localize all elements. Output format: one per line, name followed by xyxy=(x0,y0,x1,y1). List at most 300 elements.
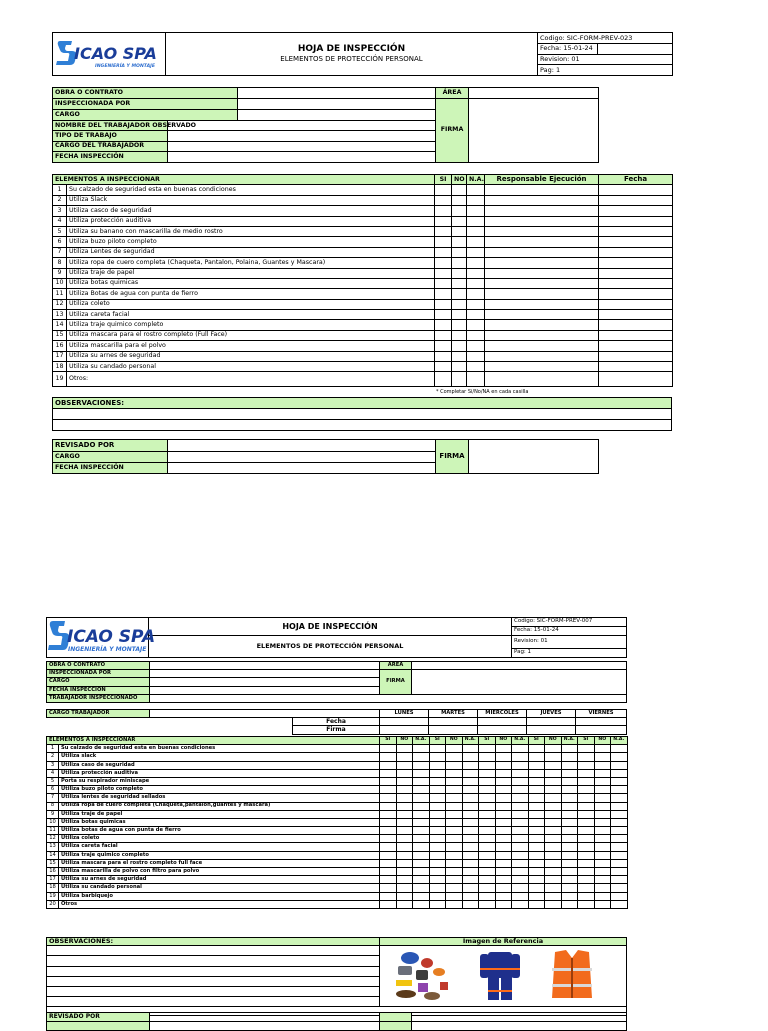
check-cell[interactable] xyxy=(429,900,446,908)
cargo-trab-field[interactable] xyxy=(168,141,436,151)
check-cell[interactable] xyxy=(462,900,479,908)
check-cell[interactable] xyxy=(413,794,430,802)
check-cell[interactable] xyxy=(594,802,611,810)
check-cell[interactable] xyxy=(380,769,397,777)
check-cell[interactable] xyxy=(594,892,611,900)
check-cell[interactable] xyxy=(611,900,628,908)
check-na[interactable] xyxy=(467,351,485,361)
check-cell[interactable] xyxy=(462,818,479,826)
check-cell[interactable] xyxy=(594,777,611,785)
check-cell[interactable] xyxy=(594,745,611,753)
check-cell[interactable] xyxy=(429,851,446,859)
obs2-line-2[interactable] xyxy=(47,956,380,966)
check-no[interactable] xyxy=(452,258,467,268)
obs2-line-3[interactable] xyxy=(47,966,380,976)
check-cell[interactable] xyxy=(380,859,397,867)
responsable-cell[interactable] xyxy=(485,299,599,309)
cargo-field[interactable] xyxy=(238,110,436,121)
check-cell[interactable] xyxy=(429,769,446,777)
responsable-cell[interactable] xyxy=(485,372,599,387)
check-no[interactable] xyxy=(452,299,467,309)
check-no[interactable] xyxy=(452,226,467,236)
check-cell[interactable] xyxy=(545,802,562,810)
check-cell[interactable] xyxy=(446,900,463,908)
check-no[interactable] xyxy=(452,247,467,257)
check-cell[interactable] xyxy=(495,777,512,785)
check-cell[interactable] xyxy=(380,900,397,908)
check-cell[interactable] xyxy=(396,794,413,802)
fecha-cell[interactable] xyxy=(599,320,673,330)
check-si[interactable] xyxy=(435,330,452,340)
area-field-2[interactable] xyxy=(412,662,627,670)
check-si[interactable] xyxy=(435,247,452,257)
check-no[interactable] xyxy=(452,310,467,320)
check-cell[interactable] xyxy=(512,753,529,761)
check-cell[interactable] xyxy=(396,851,413,859)
check-cell[interactable] xyxy=(429,843,446,851)
check-cell[interactable] xyxy=(380,745,397,753)
check-cell[interactable] xyxy=(446,843,463,851)
check-cell[interactable] xyxy=(479,802,496,810)
check-cell[interactable] xyxy=(512,761,529,769)
check-cell[interactable] xyxy=(462,859,479,867)
check-cell[interactable] xyxy=(495,827,512,835)
check-cell[interactable] xyxy=(413,769,430,777)
responsable-cell[interactable] xyxy=(485,195,599,205)
check-cell[interactable] xyxy=(462,827,479,835)
trabajador-field[interactable] xyxy=(150,694,627,702)
tipo-field[interactable] xyxy=(168,131,436,141)
check-cell[interactable] xyxy=(545,859,562,867)
check-cell[interactable] xyxy=(429,884,446,892)
check-cell[interactable] xyxy=(561,900,578,908)
check-cell[interactable] xyxy=(479,835,496,843)
check-no[interactable] xyxy=(452,320,467,330)
responsable-cell[interactable] xyxy=(485,237,599,247)
check-cell[interactable] xyxy=(479,818,496,826)
check-cell[interactable] xyxy=(380,835,397,843)
check-cell[interactable] xyxy=(561,818,578,826)
check-cell[interactable] xyxy=(545,884,562,892)
check-cell[interactable] xyxy=(380,818,397,826)
check-cell[interactable] xyxy=(611,892,628,900)
check-cell[interactable] xyxy=(594,827,611,835)
check-na[interactable] xyxy=(467,268,485,278)
check-na[interactable] xyxy=(467,372,485,387)
revisado-field[interactable] xyxy=(168,440,436,452)
check-cell[interactable] xyxy=(611,868,628,876)
check-no[interactable] xyxy=(452,330,467,340)
check-cell[interactable] xyxy=(462,794,479,802)
check-cell[interactable] xyxy=(611,761,628,769)
check-no[interactable] xyxy=(452,351,467,361)
obra-field[interactable] xyxy=(238,88,436,99)
check-cell[interactable] xyxy=(495,802,512,810)
check-cell[interactable] xyxy=(528,786,545,794)
fecha-cell[interactable] xyxy=(599,185,673,195)
check-cell[interactable] xyxy=(413,876,430,884)
check-cell[interactable] xyxy=(512,900,529,908)
check-cell[interactable] xyxy=(479,876,496,884)
check-cell[interactable] xyxy=(545,827,562,835)
check-cell[interactable] xyxy=(578,835,595,843)
check-no[interactable] xyxy=(452,341,467,351)
check-cell[interactable] xyxy=(429,786,446,794)
firma-jueves[interactable] xyxy=(527,726,576,734)
check-cell[interactable] xyxy=(479,761,496,769)
responsable-cell[interactable] xyxy=(485,330,599,340)
check-cell[interactable] xyxy=(545,745,562,753)
check-cell[interactable] xyxy=(429,892,446,900)
check-cell[interactable] xyxy=(479,786,496,794)
check-cell[interactable] xyxy=(429,835,446,843)
fecha-cell[interactable] xyxy=(599,362,673,372)
check-cell[interactable] xyxy=(578,892,595,900)
check-cell[interactable] xyxy=(594,753,611,761)
check-si[interactable] xyxy=(435,320,452,330)
check-cell[interactable] xyxy=(611,777,628,785)
fecha-cell[interactable] xyxy=(599,372,673,387)
check-no[interactable] xyxy=(452,237,467,247)
check-cell[interactable] xyxy=(545,868,562,876)
check-cell[interactable] xyxy=(594,794,611,802)
check-cell[interactable] xyxy=(545,892,562,900)
check-cell[interactable] xyxy=(561,753,578,761)
responsable-cell[interactable] xyxy=(485,341,599,351)
check-cell[interactable] xyxy=(479,810,496,818)
check-cell[interactable] xyxy=(446,884,463,892)
responsable-cell[interactable] xyxy=(485,258,599,268)
check-cell[interactable] xyxy=(495,843,512,851)
check-cell[interactable] xyxy=(446,769,463,777)
check-cell[interactable] xyxy=(594,786,611,794)
obra-field-2[interactable] xyxy=(150,662,380,670)
check-cell[interactable] xyxy=(446,802,463,810)
check-cell[interactable] xyxy=(512,827,529,835)
fecha-viernes[interactable] xyxy=(576,718,627,726)
check-cell[interactable] xyxy=(479,745,496,753)
check-si[interactable] xyxy=(435,258,452,268)
check-cell[interactable] xyxy=(462,810,479,818)
check-cell[interactable] xyxy=(611,827,628,835)
check-cell[interactable] xyxy=(611,876,628,884)
fecha-cell[interactable] xyxy=(599,278,673,288)
check-no[interactable] xyxy=(452,278,467,288)
responsable-cell[interactable] xyxy=(485,206,599,216)
check-cell[interactable] xyxy=(578,745,595,753)
check-cell[interactable] xyxy=(578,851,595,859)
check-cell[interactable] xyxy=(528,810,545,818)
area-field[interactable] xyxy=(469,88,599,99)
check-na[interactable] xyxy=(467,362,485,372)
check-cell[interactable] xyxy=(528,769,545,777)
check-cell[interactable] xyxy=(545,753,562,761)
check-na[interactable] xyxy=(467,216,485,226)
check-cell[interactable] xyxy=(561,843,578,851)
check-cell[interactable] xyxy=(396,753,413,761)
responsable-cell[interactable] xyxy=(485,351,599,361)
check-cell[interactable] xyxy=(495,859,512,867)
check-cell[interactable] xyxy=(446,777,463,785)
check-cell[interactable] xyxy=(561,786,578,794)
fecha-cell[interactable] xyxy=(599,247,673,257)
check-cell[interactable] xyxy=(396,876,413,884)
check-cell[interactable] xyxy=(611,753,628,761)
check-cell[interactable] xyxy=(429,761,446,769)
check-cell[interactable] xyxy=(561,810,578,818)
check-si[interactable] xyxy=(435,195,452,205)
check-cell[interactable] xyxy=(396,859,413,867)
check-cell[interactable] xyxy=(578,802,595,810)
check-cell[interactable] xyxy=(446,818,463,826)
check-cell[interactable] xyxy=(462,786,479,794)
check-cell[interactable] xyxy=(413,753,430,761)
check-cell[interactable] xyxy=(512,769,529,777)
check-cell[interactable] xyxy=(479,843,496,851)
fecha-cell[interactable] xyxy=(599,216,673,226)
check-cell[interactable] xyxy=(528,827,545,835)
check-cell[interactable] xyxy=(512,859,529,867)
fecha-martes[interactable] xyxy=(429,718,478,726)
check-cell[interactable] xyxy=(446,835,463,843)
obs2-line-5[interactable] xyxy=(47,986,380,996)
check-cell[interactable] xyxy=(545,851,562,859)
check-cell[interactable] xyxy=(462,769,479,777)
check-na[interactable] xyxy=(467,237,485,247)
check-no[interactable] xyxy=(452,185,467,195)
check-cell[interactable] xyxy=(380,868,397,876)
check-cell[interactable] xyxy=(611,745,628,753)
firma-miercoles[interactable] xyxy=(478,726,527,734)
check-cell[interactable] xyxy=(512,868,529,876)
check-cell[interactable] xyxy=(512,835,529,843)
check-cell[interactable] xyxy=(446,859,463,867)
firma-field-2[interactable] xyxy=(469,440,599,474)
check-cell[interactable] xyxy=(380,786,397,794)
check-cell[interactable] xyxy=(578,868,595,876)
check-cell[interactable] xyxy=(611,786,628,794)
check-cell[interactable] xyxy=(413,892,430,900)
check-si[interactable] xyxy=(435,362,452,372)
check-cell[interactable] xyxy=(429,794,446,802)
check-cell[interactable] xyxy=(512,843,529,851)
check-cell[interactable] xyxy=(429,876,446,884)
check-cell[interactable] xyxy=(479,859,496,867)
check-cell[interactable] xyxy=(446,827,463,835)
check-cell[interactable] xyxy=(512,892,529,900)
check-cell[interactable] xyxy=(594,843,611,851)
check-cell[interactable] xyxy=(528,753,545,761)
fecha-cell[interactable] xyxy=(599,351,673,361)
check-cell[interactable] xyxy=(446,876,463,884)
check-cell[interactable] xyxy=(380,761,397,769)
cargo-field-3[interactable] xyxy=(150,678,380,686)
check-cell[interactable] xyxy=(561,835,578,843)
check-cell[interactable] xyxy=(594,884,611,892)
check-cell[interactable] xyxy=(594,818,611,826)
check-cell[interactable] xyxy=(578,859,595,867)
check-cell[interactable] xyxy=(429,802,446,810)
check-cell[interactable] xyxy=(446,851,463,859)
check-cell[interactable] xyxy=(594,761,611,769)
fecha-jueves[interactable] xyxy=(527,718,576,726)
check-cell[interactable] xyxy=(578,810,595,818)
check-cell[interactable] xyxy=(479,794,496,802)
fecha-cell[interactable] xyxy=(599,268,673,278)
check-si[interactable] xyxy=(435,372,452,387)
check-si[interactable] xyxy=(435,351,452,361)
nombre-obs-field[interactable] xyxy=(168,121,436,131)
check-cell[interactable] xyxy=(512,818,529,826)
check-cell[interactable] xyxy=(611,843,628,851)
check-cell[interactable] xyxy=(528,777,545,785)
check-cell[interactable] xyxy=(413,777,430,785)
check-cell[interactable] xyxy=(528,802,545,810)
check-cell[interactable] xyxy=(611,802,628,810)
fecha-cell[interactable] xyxy=(599,330,673,340)
check-cell[interactable] xyxy=(611,851,628,859)
fecha-cell[interactable] xyxy=(599,341,673,351)
check-cell[interactable] xyxy=(429,810,446,818)
check-cell[interactable] xyxy=(479,900,496,908)
check-cell[interactable] xyxy=(429,818,446,826)
check-cell[interactable] xyxy=(429,777,446,785)
check-cell[interactable] xyxy=(413,786,430,794)
check-cell[interactable] xyxy=(380,851,397,859)
check-cell[interactable] xyxy=(396,818,413,826)
responsable-cell[interactable] xyxy=(485,268,599,278)
check-cell[interactable] xyxy=(396,892,413,900)
fecha-lunes[interactable] xyxy=(380,718,429,726)
check-cell[interactable] xyxy=(545,769,562,777)
check-cell[interactable] xyxy=(611,835,628,843)
check-cell[interactable] xyxy=(446,794,463,802)
check-cell[interactable] xyxy=(446,868,463,876)
check-cell[interactable] xyxy=(462,876,479,884)
firma-viernes[interactable] xyxy=(576,726,627,734)
check-cell[interactable] xyxy=(611,859,628,867)
check-na[interactable] xyxy=(467,278,485,288)
check-cell[interactable] xyxy=(413,843,430,851)
check-na[interactable] xyxy=(467,310,485,320)
check-cell[interactable] xyxy=(495,794,512,802)
check-cell[interactable] xyxy=(396,761,413,769)
check-cell[interactable] xyxy=(479,777,496,785)
check-cell[interactable] xyxy=(578,761,595,769)
check-cell[interactable] xyxy=(528,876,545,884)
check-cell[interactable] xyxy=(545,835,562,843)
obs2-line-6[interactable] xyxy=(47,997,380,1007)
check-cell[interactable] xyxy=(429,868,446,876)
check-si[interactable] xyxy=(435,278,452,288)
check-cell[interactable] xyxy=(413,745,430,753)
check-cell[interactable] xyxy=(545,777,562,785)
check-cell[interactable] xyxy=(594,835,611,843)
check-cell[interactable] xyxy=(528,818,545,826)
check-cell[interactable] xyxy=(380,884,397,892)
fecha-insp-field-2[interactable] xyxy=(168,463,436,474)
check-cell[interactable] xyxy=(462,892,479,900)
check-cell[interactable] xyxy=(545,876,562,884)
check-cell[interactable] xyxy=(462,777,479,785)
fecha-cell[interactable] xyxy=(599,237,673,247)
check-cell[interactable] xyxy=(413,810,430,818)
check-cell[interactable] xyxy=(413,761,430,769)
check-cell[interactable] xyxy=(578,777,595,785)
check-cell[interactable] xyxy=(495,761,512,769)
check-cell[interactable] xyxy=(578,753,595,761)
check-cell[interactable] xyxy=(495,786,512,794)
check-cell[interactable] xyxy=(512,786,529,794)
check-cell[interactable] xyxy=(462,868,479,876)
check-cell[interactable] xyxy=(561,794,578,802)
check-si[interactable] xyxy=(435,226,452,236)
check-cell[interactable] xyxy=(396,745,413,753)
check-cell[interactable] xyxy=(545,810,562,818)
check-cell[interactable] xyxy=(578,884,595,892)
fecha-cell[interactable] xyxy=(599,310,673,320)
check-na[interactable] xyxy=(467,330,485,340)
check-cell[interactable] xyxy=(462,884,479,892)
check-cell[interactable] xyxy=(413,835,430,843)
check-cell[interactable] xyxy=(594,769,611,777)
check-cell[interactable] xyxy=(528,794,545,802)
firma-field[interactable] xyxy=(469,99,599,163)
check-cell[interactable] xyxy=(512,745,529,753)
check-cell[interactable] xyxy=(495,892,512,900)
check-cell[interactable] xyxy=(396,810,413,818)
check-cell[interactable] xyxy=(578,818,595,826)
check-no[interactable] xyxy=(452,216,467,226)
check-no[interactable] xyxy=(452,372,467,387)
check-na[interactable] xyxy=(467,258,485,268)
check-cell[interactable] xyxy=(578,794,595,802)
check-cell[interactable] xyxy=(528,745,545,753)
check-cell[interactable] xyxy=(479,753,496,761)
check-si[interactable] xyxy=(435,289,452,299)
check-cell[interactable] xyxy=(396,843,413,851)
check-cell[interactable] xyxy=(495,876,512,884)
check-si[interactable] xyxy=(435,237,452,247)
check-cell[interactable] xyxy=(446,892,463,900)
check-cell[interactable] xyxy=(578,876,595,884)
check-cell[interactable] xyxy=(528,835,545,843)
check-cell[interactable] xyxy=(462,835,479,843)
check-no[interactable] xyxy=(452,195,467,205)
check-cell[interactable] xyxy=(512,851,529,859)
check-cell[interactable] xyxy=(561,868,578,876)
firma-field-3[interactable] xyxy=(412,670,627,695)
check-cell[interactable] xyxy=(413,859,430,867)
check-cell[interactable] xyxy=(495,818,512,826)
check-cell[interactable] xyxy=(611,769,628,777)
check-cell[interactable] xyxy=(380,827,397,835)
check-cell[interactable] xyxy=(545,843,562,851)
check-cell[interactable] xyxy=(512,876,529,884)
check-cell[interactable] xyxy=(446,786,463,794)
check-cell[interactable] xyxy=(479,884,496,892)
check-na[interactable] xyxy=(467,341,485,351)
check-cell[interactable] xyxy=(429,745,446,753)
check-cell[interactable] xyxy=(429,753,446,761)
fecha-insp-field-3[interactable] xyxy=(150,686,380,694)
check-cell[interactable] xyxy=(446,761,463,769)
check-cell[interactable] xyxy=(512,884,529,892)
check-si[interactable] xyxy=(435,268,452,278)
check-cell[interactable] xyxy=(512,802,529,810)
check-cell[interactable] xyxy=(413,884,430,892)
check-cell[interactable] xyxy=(561,777,578,785)
